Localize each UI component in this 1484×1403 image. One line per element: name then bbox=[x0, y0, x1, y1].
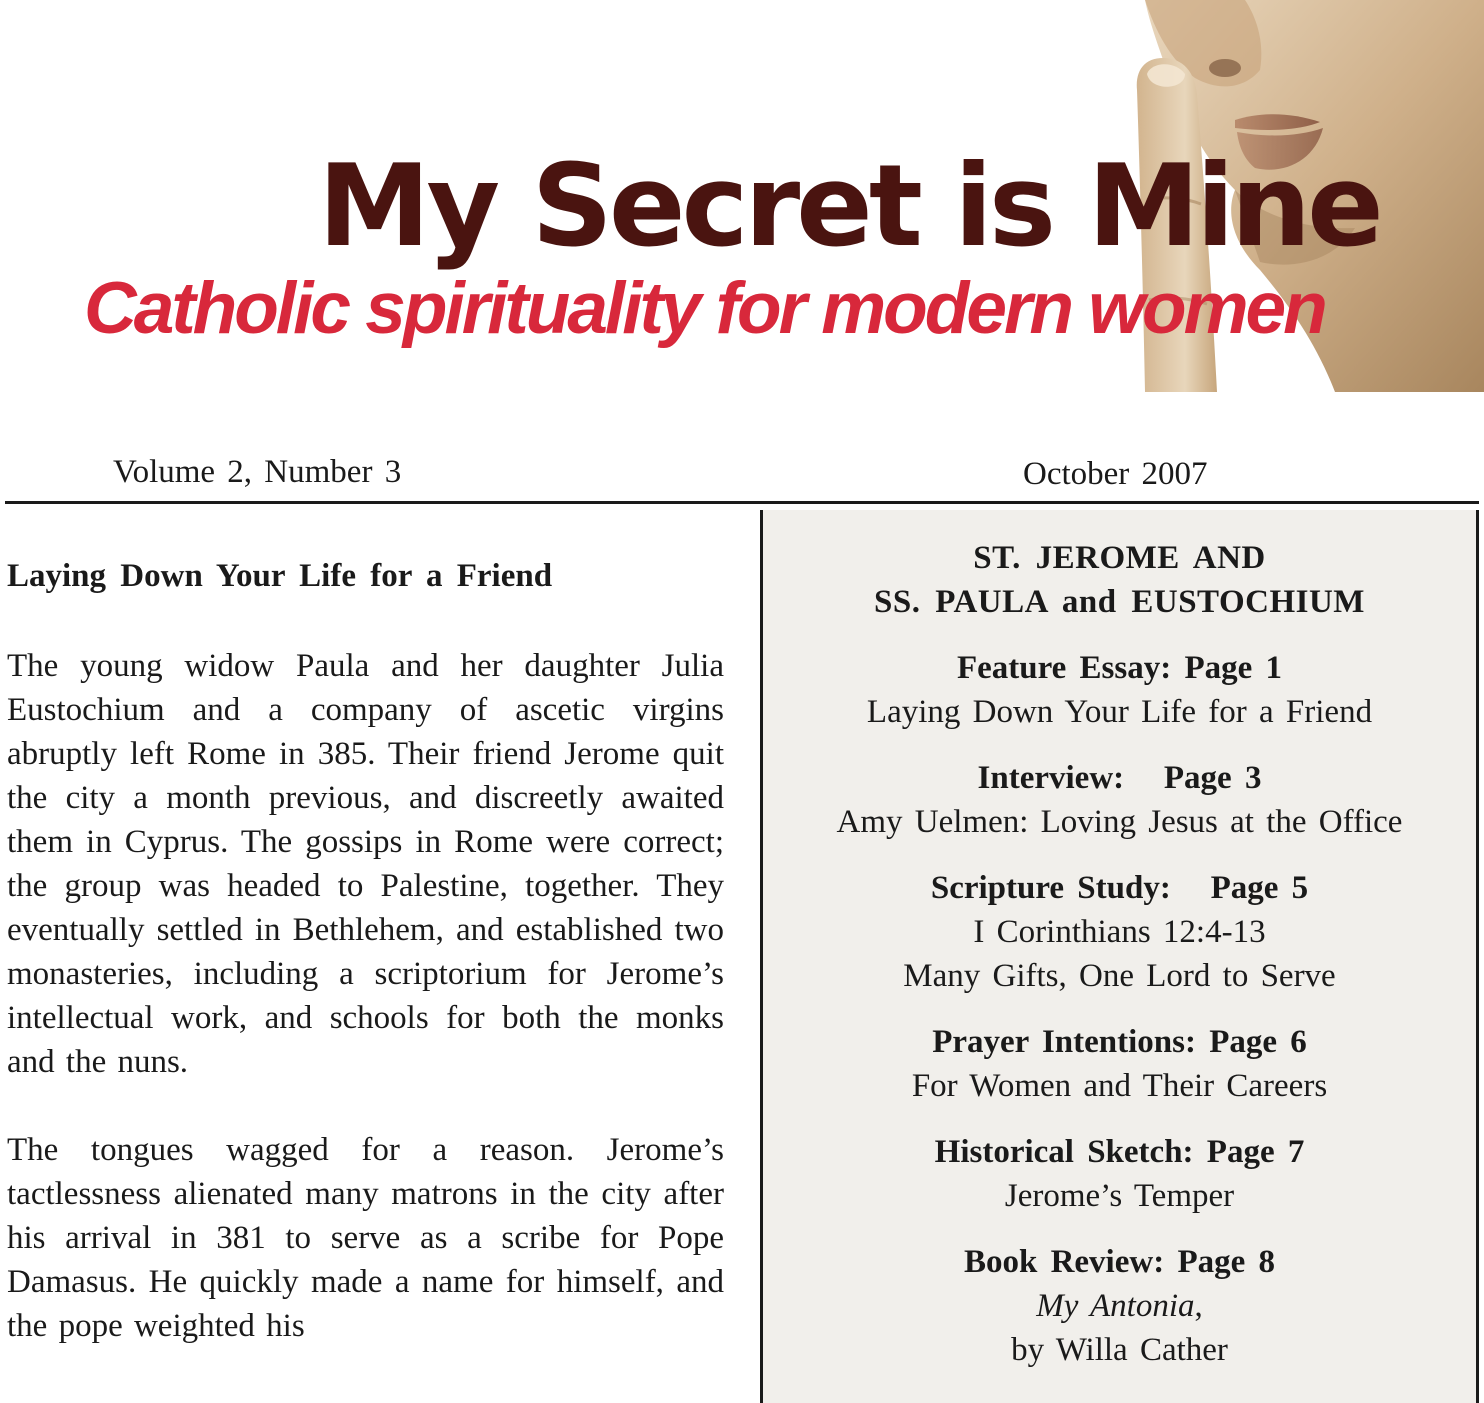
toc-label: Feature Essay: Page 1 bbox=[956, 650, 1283, 686]
article-title: Laying Down Your Life for a Friend bbox=[7, 558, 553, 594]
contents-box bbox=[760, 510, 1479, 1403]
contents-heading bbox=[763, 536, 1476, 624]
toc-item-feature-essay bbox=[763, 646, 1476, 734]
book-author: by Willa Cather bbox=[1011, 1332, 1228, 1368]
feature-article bbox=[7, 556, 724, 1392]
contents-heading-line: ST. JEROME AND bbox=[973, 540, 1266, 576]
toc-item-scripture-study bbox=[763, 866, 1476, 998]
toc-item-interview bbox=[763, 756, 1476, 844]
toc-label: Scripture Study: Page 5 bbox=[930, 870, 1309, 906]
issue-volume: Volume 2, Number 3 bbox=[113, 454, 402, 490]
toc-item-historical-sketch bbox=[763, 1130, 1476, 1218]
toc-item-book-review bbox=[763, 1240, 1476, 1372]
toc-description: Amy Uelmen: Loving Jesus at the Office bbox=[836, 804, 1403, 840]
contents-heading-line: SS. PAULA and EUSTOCHIUM bbox=[874, 584, 1365, 620]
newsletter-tagline: Catholic spirituality for modern women bbox=[84, 268, 1325, 349]
toc-label: Prayer Intentions: Page 6 bbox=[932, 1024, 1307, 1060]
newsletter-title: My Secret is Mine bbox=[318, 140, 1380, 272]
book-title-comma: , bbox=[1194, 1288, 1203, 1324]
article-paragraph: The tongues wagged for a reason. Jerome’s tactlessness alienated many matrons in the city after his arrival in 381 to serve as a scribe for Pope Damasus. He quickly made a name for himself, and the pope weighted his bbox=[7, 1132, 724, 1344]
toc-description: Many Gifts, One Lord to Serve bbox=[903, 958, 1336, 994]
masthead bbox=[0, 0, 1484, 400]
book-title: My Antonia bbox=[1036, 1288, 1195, 1324]
toc-label: Book Review: Page 8 bbox=[963, 1244, 1276, 1280]
toc-description: I Corinthians 12:4-13 bbox=[973, 914, 1266, 950]
toc-description: Laying Down Your Life for a Friend bbox=[866, 694, 1373, 730]
toc-description: Jerome’s Temper bbox=[1004, 1178, 1235, 1214]
toc-label: Historical Sketch: Page 7 bbox=[934, 1134, 1305, 1170]
horizontal-divider bbox=[5, 501, 1479, 504]
article-paragraph: The young widow Paula and her daughter Julia Eustochium and a company of ascetic virgins abruptly left Rome in 385. Their friend Jerome quit the city a month previous, and discreetly awaited them in Cyprus. The gossips in Rome were correct; the group was headed to Palestine, together. They eventually settled in Bethlehem, and established two monasteries, including a scriptorium for Jerome’s intellectual work, and schools for both the monks and the nuns. bbox=[7, 648, 724, 1080]
toc-description: For Women and Their Careers bbox=[911, 1068, 1328, 1104]
issue-date: October 2007 bbox=[1023, 456, 1208, 492]
toc-description bbox=[763, 1284, 1476, 1328]
toc-item-prayer-intentions bbox=[763, 1020, 1476, 1108]
toc-label: Interview: Page 3 bbox=[977, 760, 1262, 796]
